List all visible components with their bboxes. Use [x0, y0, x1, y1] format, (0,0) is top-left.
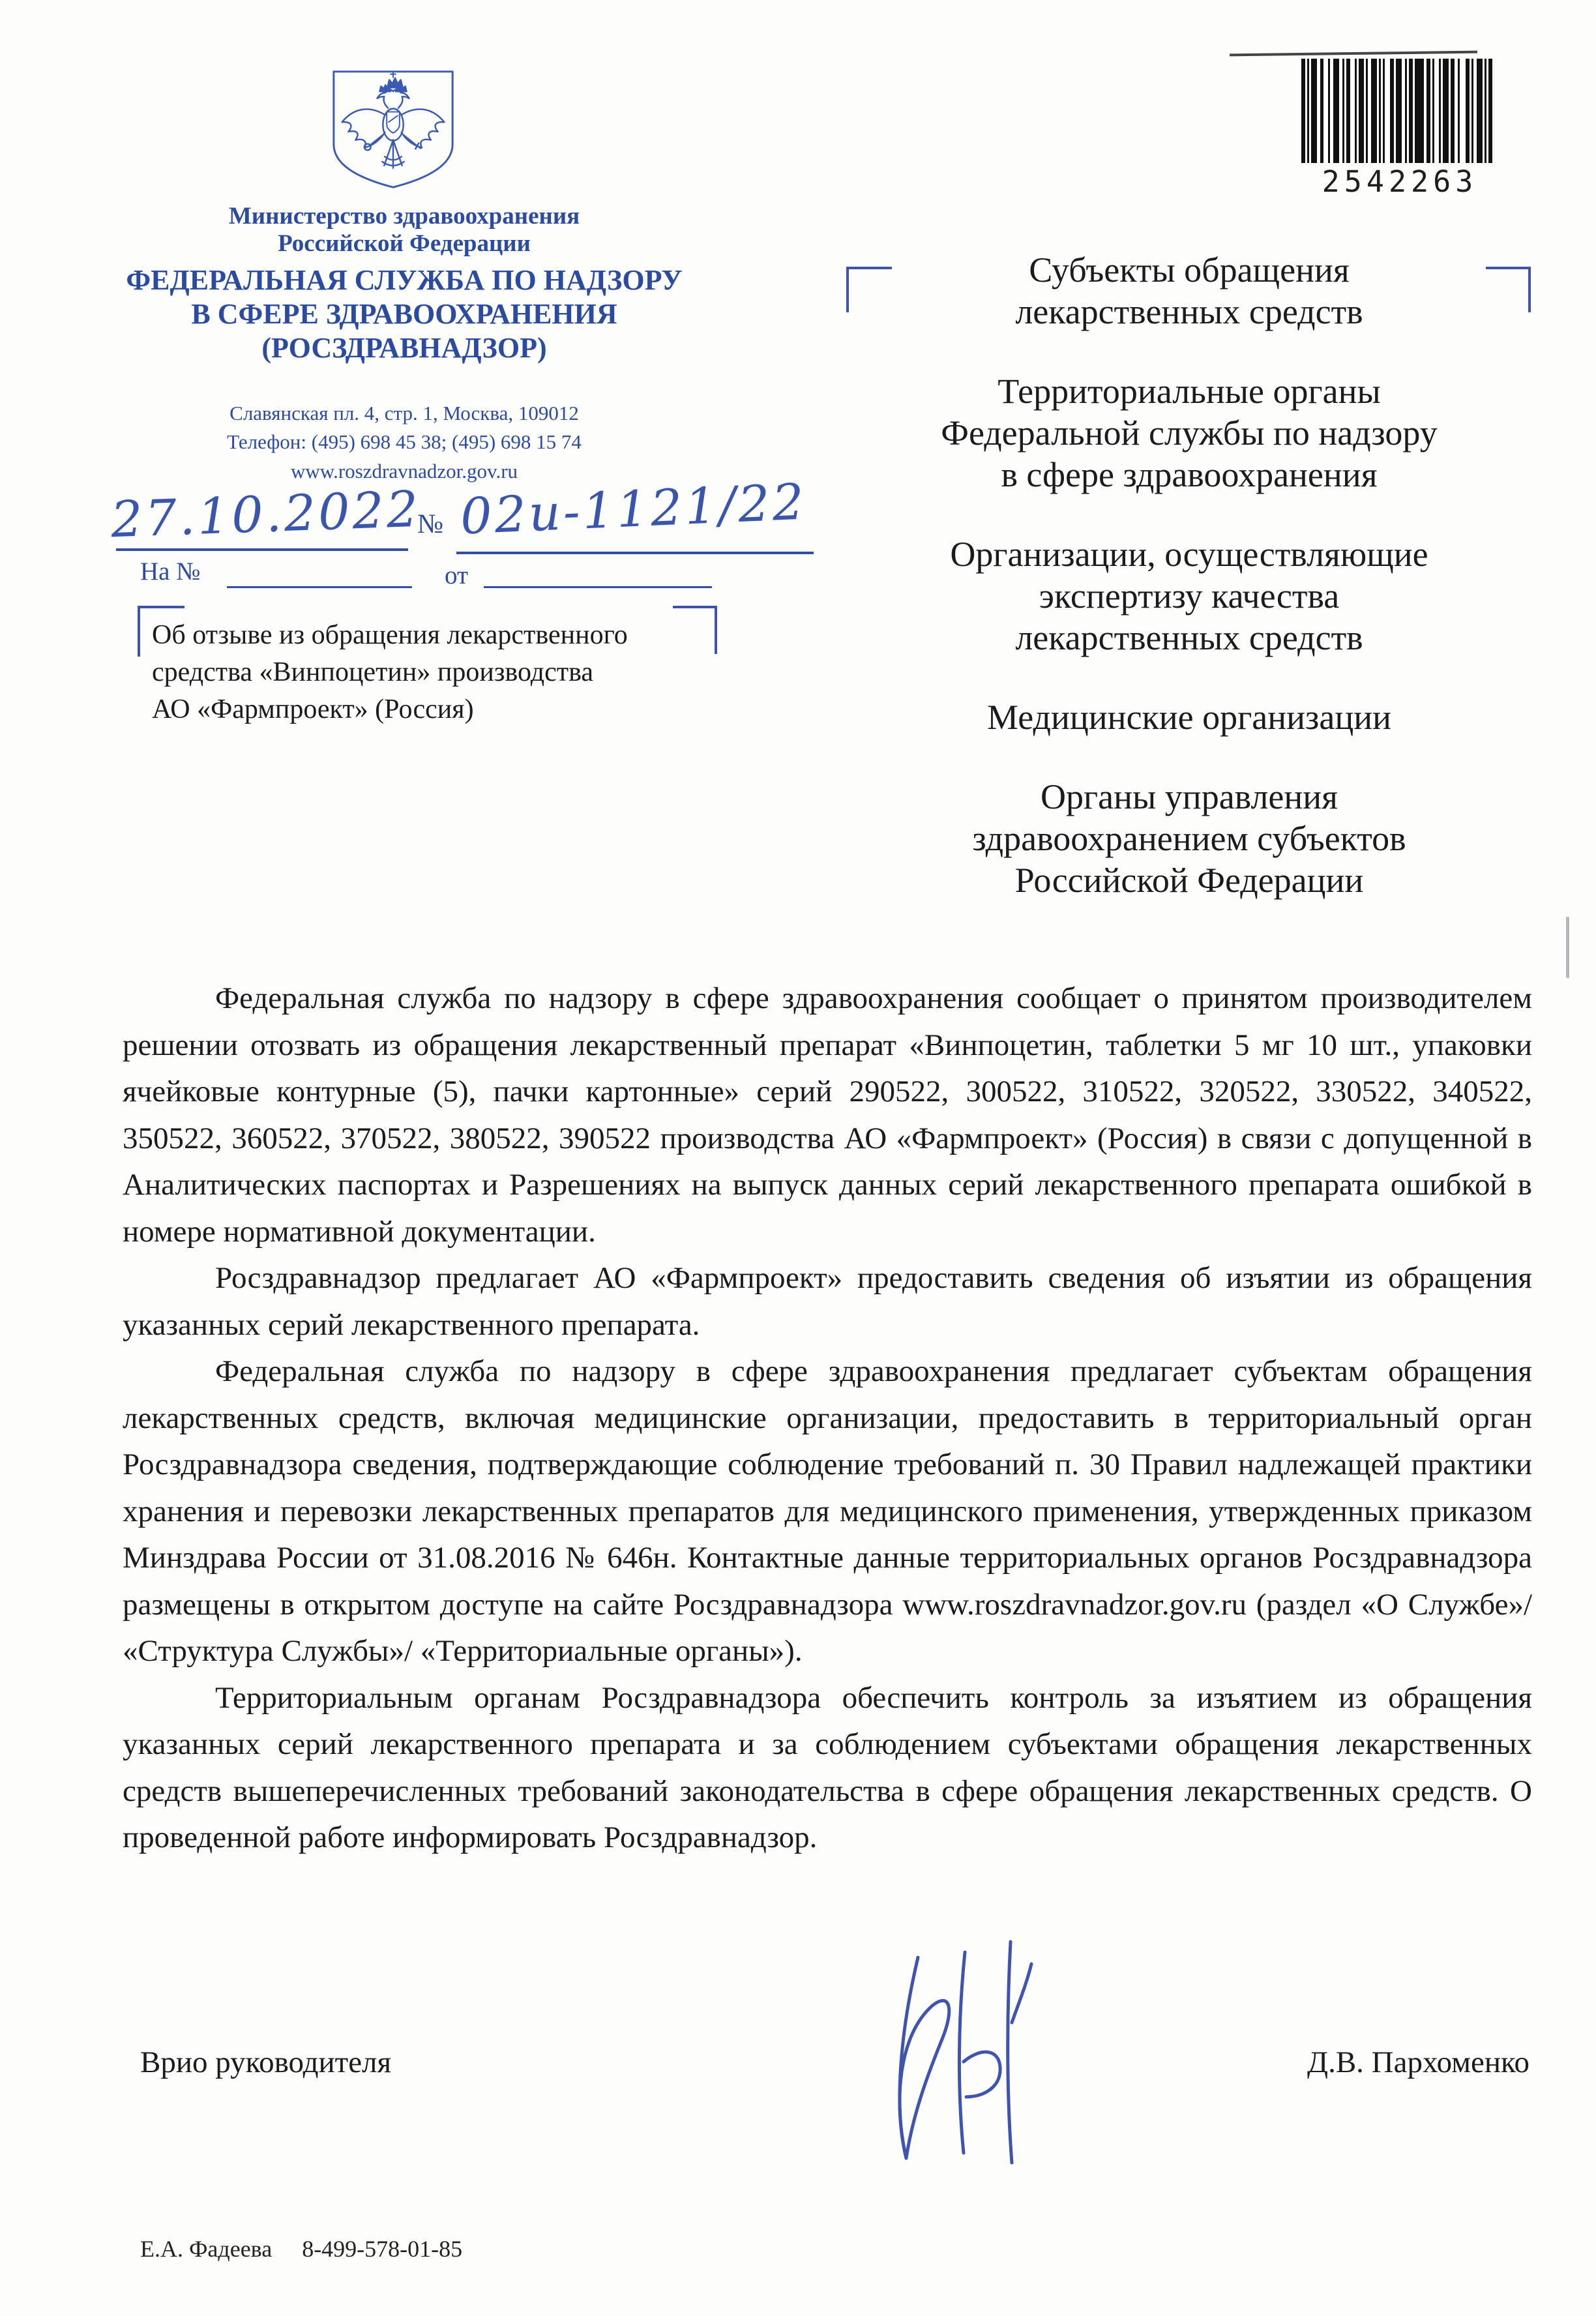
number-underline	[456, 552, 814, 554]
reply-to-number-label: На №	[140, 557, 201, 586]
executor-name: Е.А. Фадеева	[140, 2236, 273, 2262]
service-name-line3: (РОСЗДРАВНАДЗОР)	[261, 332, 547, 364]
ministry-name-line2: Российской Федерации	[278, 230, 531, 257]
barcode-bar	[1355, 59, 1357, 163]
barcode-bar	[1342, 59, 1344, 163]
subject-line: Об отзыве из обращения лекарственного	[152, 620, 628, 650]
barcode-bars	[1301, 59, 1498, 163]
barcode-bar	[1333, 59, 1339, 163]
barcode-number: 2542263	[1322, 164, 1478, 199]
recipient-line: Организации, осуществляющие	[950, 535, 1428, 574]
barcode-bar	[1366, 59, 1368, 163]
coat-of-arms-icon	[329, 67, 457, 192]
recipient-group	[859, 370, 1519, 496]
executor-phone: 8-499-578-01-85	[302, 2236, 463, 2262]
barcode-bar	[1488, 59, 1492, 163]
barcode-bar	[1311, 59, 1317, 163]
barcode-bar	[1477, 59, 1483, 163]
recipient-group	[859, 249, 1519, 333]
number-sign-label: №	[417, 509, 444, 539]
subject-line: средства «Винпоцетин» производства	[152, 657, 594, 687]
scan-artifact-line	[1230, 51, 1477, 57]
body-paragraph: Территориальным органам Росздравнадзора обеспечить контроль за изъятием из обращения указанных серий лекарственного препарата и за соблюдением субъектами обращения лекарственных средств вышеперечисленных требований законодательства в сфере обращения лекарственных средств. О проведенной работе информировать Росздравнадзор.	[123, 1680, 1532, 1854]
body-paragraph: Федеральная служба по надзору в сфере здравоохранения предлагает субъектам обращения лекарственных средств, включая медицинские организации, предоставить в территориальный орган Росздравнадзора сведения, подтверждающие соблюдение требований п. 30 Правил надлежащей практики хранения и перевозки лекарственных препаратов для медицинского применения, утвержденных приказом Минздрава России от 31.08.2016 № 646н. Контактные данные территориальных органов Росздравнадзора размещены в открытом доступе на сайте Росздравнадзора www.roszdravnadzor.gov.ru (раздел «О Службе»/ «Структура Службы»/ «Территориальные органы»).	[123, 1354, 1532, 1668]
service-name-line2: В СФЕРЕ ЗДРАВООХРАНЕНИЯ	[191, 298, 617, 330]
barcode-bar	[1301, 59, 1305, 163]
handwritten-outgoing-number: 02и-1121/22	[459, 472, 808, 546]
recipient-line: Федеральной службы по надзору	[941, 413, 1438, 453]
body-text	[123, 975, 1532, 1862]
recipient-line: Органы управления	[1041, 777, 1338, 816]
body-paragraph: Федеральная служба по надзору в сфере здравоохранения сообщает о принятом производителем решении отозвать из обращения лекарственный препарат «Винпоцетин, таблетки 5 мг 10 шт., упаковки ячейковые контурные (5), пачки картонные» серий 290522, 300522, 310522, 320522, 330522, 340522, 350522, 360522, 370522, 380522, 390522 производства АО «Фармпроект» (Россия) в связи с допущенной в Аналитических паспортах и Разрешениях на выпуск данных серий лекарственного препарата ошибкой в номере нормативной документации.	[123, 981, 1532, 1249]
reply-date-blank-underline	[484, 586, 712, 588]
recipient-line: экспертизу качества	[1039, 576, 1340, 616]
barcode-bar	[1307, 59, 1309, 163]
barcode-bar	[1396, 59, 1402, 163]
barcode-bar	[1359, 59, 1364, 163]
scan-artifact-edge-mark	[1566, 917, 1569, 978]
subject-line: АО «Фармпроект» (Россия)	[152, 694, 474, 724]
website-line: www.roszdravnadzor.gov.ru	[290, 460, 518, 482]
barcode-bar	[1320, 59, 1323, 163]
subject-block	[152, 617, 713, 728]
barcode-bar	[1443, 59, 1449, 163]
barcode-bar	[1415, 59, 1424, 163]
address-line: Славянская пл. 4, стр. 1, Москва, 109012	[229, 402, 579, 424]
recipient-group	[859, 776, 1519, 901]
recipient-line: в сфере здравоохранения	[1001, 455, 1378, 494]
recipient-line: здравоохранением субъектов	[972, 819, 1406, 858]
recipients-list	[859, 249, 1519, 939]
recipient-line: Медицинские организации	[986, 698, 1392, 737]
barcode-bar	[1328, 59, 1330, 163]
barcode-bar	[1383, 59, 1385, 163]
barcode-bar	[1346, 59, 1350, 163]
handwritten-date: 27.10.2022	[110, 479, 422, 549]
signature-ink-icon	[855, 1938, 1065, 2174]
service-name-line1: ФЕДЕРАЛЬНАЯ СЛУЖБА ПО НАДЗОРУ	[126, 264, 683, 296]
phone-line: Телефон: (495) 698 45 38; (495) 698 15 74	[227, 430, 582, 453]
recipient-group	[859, 533, 1519, 659]
barcode-bar	[1405, 59, 1407, 163]
barcode-bar	[1371, 59, 1377, 163]
ministry-name-line1: Министерство здравоохранения	[228, 203, 580, 230]
date-underline	[116, 548, 408, 551]
barcode-bar	[1390, 59, 1394, 163]
reply-from-date-label: от	[445, 561, 469, 589]
barcode-bar	[1439, 59, 1441, 163]
barcode-bar	[1466, 59, 1470, 163]
barcode-bar	[1409, 59, 1413, 163]
recipient-line: Субъекты обращения	[1029, 250, 1350, 290]
recipient-group	[859, 696, 1519, 738]
reply-number-blank-underline	[227, 586, 412, 588]
executor-line	[140, 2235, 462, 2263]
barcode-bar	[1485, 59, 1486, 163]
recipient-line: Территориальные органы	[998, 372, 1381, 411]
recipient-line: лекарственных средств	[1015, 292, 1363, 331]
barcode-bar	[1432, 59, 1434, 163]
recipient-line: лекарственных средств	[1015, 618, 1363, 657]
recipient-line: Российской Федерации	[1014, 861, 1364, 900]
barcode-bar	[1458, 59, 1460, 163]
signer-position-label: Врио руководителя	[140, 2045, 392, 2079]
registration-barcode	[1301, 59, 1498, 199]
barcode-bar	[1379, 59, 1381, 163]
barcode-bar	[1471, 59, 1473, 163]
signer-name: Д.В. Пархоменко	[1307, 2045, 1530, 2079]
body-paragraph: Росздравнадзор предлагает АО «Фармпроект» предоставить сведения об изъятии из обращения указанных серий лекарственного препарата.	[123, 1261, 1532, 1342]
barcode-bar	[1451, 59, 1455, 163]
barcode-bar	[1426, 59, 1430, 163]
